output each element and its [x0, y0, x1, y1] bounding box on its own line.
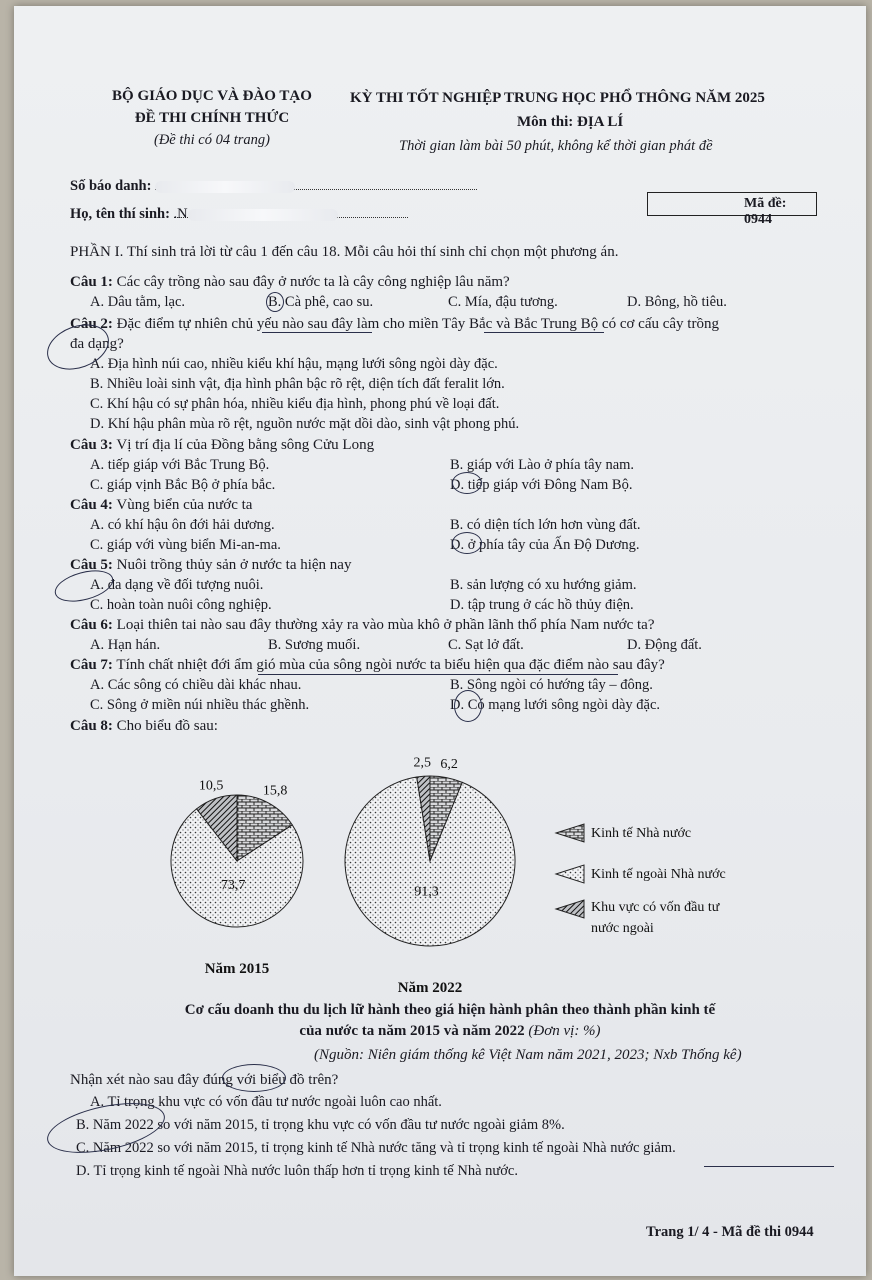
- name-field: .N: [174, 206, 408, 218]
- exam-code: 0944: [744, 212, 772, 227]
- q2-option-a: A. Địa hình núi cao, nhiều kiểu khí hậu, mạng lưới sông ngòi dày đặc.: [90, 356, 498, 372]
- ministry-name: BỘ GIÁO DỤC VÀ ĐÀO TẠO: [112, 88, 312, 104]
- q5-option-d: D. tập trung ở các hồ thủy điện.: [450, 597, 634, 613]
- data-label: 91,3: [414, 884, 439, 900]
- legend-label: Kinh tế ngoài Nhà nước: [591, 867, 726, 882]
- data-label: 6,2: [440, 756, 458, 772]
- exam-title: KỲ THI TỐT NGHIỆP TRUNG HỌC PHỔ THÔNG NĂM 2025: [350, 90, 765, 106]
- q8-option-b: B. Năm 2022 so với năm 2015, tỉ trọng khu vực có vốn đầu tư nước ngoài giảm 8%.: [76, 1117, 565, 1133]
- question-2-cont: đa dạng?: [70, 336, 124, 352]
- q2-option-c: C. Khí hậu có sự phân hóa, nhiều kiểu địa hình, phong phú về loại đất.: [90, 396, 500, 412]
- question-8: Câu 8: Cho biểu đồ sau:: [70, 718, 218, 734]
- data-label: 10,5: [198, 778, 224, 794]
- q8-option-d: D. Tỉ trọng kinh tế ngoài Nhà nước luôn thấp hơn tỉ trọng kinh tế Nhà nước.: [76, 1163, 518, 1179]
- sbd-label: Số báo danh:: [70, 178, 477, 195]
- q3-option-d: D. tiếp giáp với Đông Nam Bộ.: [450, 477, 633, 493]
- chart-source: (Nguồn: Niên giám thống kê Việt Nam năm 2021, 2023; Nxb Thống kê): [314, 1047, 742, 1063]
- q5-option-c: C. hoàn toàn nuôi công nghiệp.: [90, 597, 272, 613]
- q1-option-c: C. Mía, đậu tương.: [448, 294, 558, 310]
- q2-option-d: D. Khí hậu phân mùa rõ rệt, nguồn nước mặt dồi dào, sinh vật phong phú.: [90, 416, 520, 432]
- time-limit: Thời gian làm bài 50 phút, không kể thời gian phát đề: [399, 138, 713, 154]
- chart-legend: [556, 824, 726, 936]
- pen-underline: [484, 332, 604, 333]
- subject: Môn thi: ĐỊA LÍ: [517, 114, 624, 130]
- question-4: Câu 4: Vùng biển của nước ta: [70, 497, 253, 513]
- pie-year-label: Năm 2022: [397, 980, 463, 996]
- page-footer: Trang 1/ 4 - Mã đề thi 0944: [646, 1224, 814, 1240]
- chart-title-2: của nước ta năm 2015 và năm 2022 (Đơn vị: %): [299, 1023, 601, 1039]
- question-3: Câu 3: Vị trí địa lí của Đồng bằng sông Cửu Long: [70, 437, 375, 453]
- q7-option-a: A. Các sông có chiều dài khác nhau.: [90, 677, 302, 693]
- question-2: Câu 2: Đặc điểm tự nhiên chủ yếu nào sau đây làm cho miền Tây Bắc và Bắc Trung Bộ có cơ cấu cây trồng: [70, 316, 719, 332]
- chart-unit: (Đơn vị: %): [528, 1023, 601, 1039]
- q6-option-d: D. Động đất.: [627, 637, 702, 653]
- q7-option-b: B. Sông ngòi có hướng tây – đông.: [450, 677, 653, 693]
- q3-option-c: C. giáp vịnh Bắc Bộ ở phía bắc.: [90, 477, 276, 493]
- pen-circle-q3: [452, 472, 482, 494]
- legend-swatch-slice-fdi: [556, 900, 584, 918]
- data-label: 15,8: [262, 783, 288, 799]
- pie-year-label: Năm 2015: [204, 961, 270, 977]
- legend-label: nước ngoài: [591, 921, 654, 936]
- pie-2022: [345, 755, 515, 996]
- pen-underline: [704, 1166, 834, 1167]
- legend-swatch-slice-non-state: [556, 865, 584, 883]
- exam-paper: [14, 6, 866, 1276]
- official-label: ĐỀ THI CHÍNH THỨC: [134, 110, 290, 126]
- pen-underline: [258, 674, 618, 675]
- name-label: Họ, tên thí sinh: .N: [70, 206, 408, 223]
- pie-chart: [144, 751, 764, 996]
- q6-option-c: C. Sạt lở đất.: [448, 637, 524, 653]
- q6-option-a: A. Hạn hán.: [90, 637, 161, 653]
- q1-option-a: A. Dâu tằm, lạc.: [90, 294, 186, 310]
- q8-prompt: Nhận xét nào sau đây đúng với biểu đồ trên?: [70, 1072, 339, 1088]
- page-count: (Đề thi có 04 trang): [154, 132, 270, 148]
- question-6: Câu 6: Loại thiên tai nào sau đây thường xảy ra vào mùa khô ở phần lãnh thổ phía Nam nước ta?: [70, 617, 655, 633]
- q4-option-b: B. có diện tích lớn hơn vùng đất.: [450, 517, 641, 533]
- q1-option-b: B. Cà phê, cao su.: [268, 294, 374, 310]
- legend-swatch-slice-state: [556, 824, 584, 842]
- pen-circle-q8: [222, 1064, 286, 1092]
- exam-code-box: Mã đề: 0944: [647, 192, 817, 216]
- q4-option-d: D. ở phía tây của Ấn Độ Dương.: [450, 537, 640, 553]
- q2-option-b: B. Nhiều loài sinh vật, địa hình phân bậc rõ rệt, diện tích đất feralit lớn.: [90, 376, 505, 392]
- q5-option-b: B. sản lượng có xu hướng giảm.: [450, 577, 637, 593]
- pen-circle-q4: [452, 532, 482, 554]
- pen-circle-q1: [266, 292, 284, 312]
- pen-underline: [262, 332, 372, 333]
- question-1: Câu 1: Các cây trồng nào sau đây ở nước ta là cây công nghiệp lâu năm?: [70, 274, 510, 290]
- q7-option-c: C. Sông ở miền núi nhiều thác ghềnh.: [90, 697, 310, 713]
- question-5: Câu 5: Nuôi trồng thủy sản ở nước ta hiện nay: [70, 557, 352, 573]
- q6-option-b: B. Sương muối.: [268, 637, 361, 653]
- chart-title: Cơ cấu doanh thu du lịch lữ hành theo giá hiện hành phân theo thành phần kinh tế: [184, 1002, 716, 1018]
- legend-label: Kinh tế Nhà nước: [591, 826, 692, 841]
- part-1-instruction: PHẦN I. Thí sinh trả lời từ câu 1 đến câu 18. Mỗi câu hỏi thí sinh chỉ chọn một phương án.: [70, 244, 619, 260]
- q8-option-c: C. Năm 2022 so với năm 2015, tỉ trọng kinh tế Nhà nước tăng và tỉ trọng kinh tế ngoài Nhà nước giảm.: [76, 1140, 676, 1156]
- data-label: 73,7: [220, 877, 246, 893]
- pen-circle-q7: [454, 690, 482, 722]
- legend-label: Khu vực có vốn đầu tư: [591, 900, 720, 915]
- q1-option-d: D. Bông, hồ tiêu.: [627, 294, 727, 310]
- sbd-field: [155, 178, 477, 190]
- q3-option-b: B. giáp với Lào ở phía tây nam.: [450, 457, 635, 473]
- q8-option-a: A. Tỉ trọng khu vực có vốn đầu tư nước ngoài luôn cao nhất.: [90, 1094, 442, 1110]
- data-label: 2,5: [413, 755, 431, 771]
- q3-option-a: A. tiếp giáp với Bắc Trung Bộ.: [90, 457, 270, 473]
- q7-option-d: D. Có mạng lưới sông ngòi dày đặc.: [450, 697, 661, 713]
- pie-2015: [171, 778, 303, 977]
- q5-option-a: A. đa dạng về đối tượng nuôi.: [90, 577, 264, 593]
- q4-option-c: C. giáp với vùng biển Mi-an-ma.: [90, 537, 281, 553]
- question-7: Câu 7: Tính chất nhiệt đới ẩm gió mùa của sông ngòi nước ta biểu hiện qua đặc điểm nào sau đây?: [70, 657, 665, 673]
- q4-option-a: A. có khí hậu ôn đới hải dương.: [90, 517, 275, 533]
